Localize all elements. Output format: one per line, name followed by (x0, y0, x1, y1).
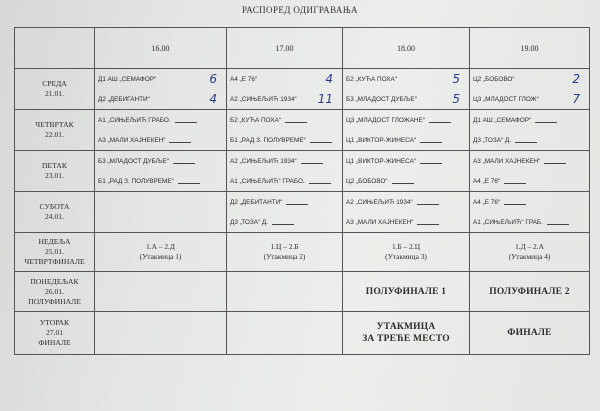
team-name: А4 „Е 76“ (473, 198, 500, 206)
score-blank-line (286, 197, 308, 205)
team-entry (346, 91, 466, 107)
third-place-cell (343, 312, 470, 355)
team-entry (346, 71, 466, 87)
team-entry (473, 112, 586, 128)
third-place-line: УТАКМИЦА (376, 322, 436, 332)
team-entry (346, 173, 466, 189)
day-name: НЕДЕЉА (38, 237, 71, 246)
team-name: А1 „СИЊЕЉИЋ“ ГРАБО. (230, 177, 305, 185)
team-name: Ц3 „МЛАДОСТ ГЛОЖ“ (473, 95, 539, 103)
score-blank-line (515, 135, 537, 143)
team-entry (473, 71, 586, 87)
team-name: Б2 „КУЋА ПОХА“ (230, 116, 281, 124)
team-name: А3 „МАЛИ ХАЈНЕКЕН“ (346, 218, 414, 226)
qf-label: (Утакмица 2) (263, 252, 306, 261)
team-entry (473, 153, 586, 169)
header-row (15, 28, 590, 69)
team-name: А3 „МАЛИ ХАЈНЕКЕН“ (473, 157, 541, 165)
team-name: Ц2 „БОБОВО“ (473, 75, 515, 83)
day-cell (15, 110, 95, 151)
score-blank-line (429, 115, 451, 123)
team-name: А4 „Е 76“ (473, 177, 500, 185)
match-cell (95, 69, 227, 110)
final-cell: ФИНАЛЕ (470, 312, 590, 355)
qf-pair: 1.Ц – 2.Б (270, 242, 299, 251)
team-name: Б3 „МЛАДОСТ ДУБЉЕ“ (346, 95, 417, 103)
day-date: 23.01. (45, 171, 64, 180)
team-entry (473, 132, 586, 148)
match-cell (227, 192, 343, 233)
match-cell (227, 151, 343, 192)
score-blank-line (504, 176, 526, 184)
team-entry (473, 214, 586, 230)
day-name: СРЕДА (42, 79, 67, 88)
day-name: ПЕТАК (42, 161, 67, 170)
match-cell (343, 110, 470, 151)
score-blank-line (420, 135, 442, 143)
handwritten-score: 5 (452, 92, 460, 106)
team-entry (230, 214, 339, 230)
team-name: Б2 „КУЋА ПОХА“ (346, 75, 397, 83)
team-name: А4 „Е 76“ (230, 75, 257, 83)
semifinal-1-cell: ПОЛУФИНАЛЕ 1 (343, 272, 470, 312)
empty-cell (95, 192, 227, 233)
team-name: Ц1 „ВИКТОР-ЖИНЕСА“ (346, 157, 416, 165)
handwritten-score: 4 (325, 72, 333, 86)
day-date: 25.01. (45, 247, 64, 256)
team-entry (346, 153, 466, 169)
score-blank-line (301, 156, 323, 164)
qf-pair: 1.Д – 2.А (515, 242, 544, 251)
score-blank-line (392, 176, 414, 184)
team-name: Б3 „МЛАДОСТ ДУБЉЕ“ (98, 157, 169, 165)
team-name: А2 „СИЊЕЉИЋ 1934“ (230, 95, 297, 103)
team-name: Д3 „ТОЗА“ Д. (230, 218, 269, 226)
day-cell (15, 69, 95, 110)
team-entry (230, 112, 339, 128)
handwritten-score: 6 (209, 72, 217, 86)
stage-name: ПОЛУФИНАЛЕ (28, 296, 81, 306)
team-entry (473, 91, 586, 107)
day-row (15, 192, 590, 233)
day-name: УТОРАК (39, 318, 70, 327)
day-cell (15, 312, 95, 355)
team-name: Д2 „ДЕБИГАНТИ“ (98, 95, 150, 103)
team-entry (473, 194, 586, 210)
match-cell (343, 151, 470, 192)
qf-label: (Утакмица 1) (139, 252, 182, 261)
team-name: А1 „СИЊЕЉИЋ“ ГРАБ. (473, 218, 543, 226)
day-date: 21.01. (45, 89, 64, 98)
time-header: 19.00 (470, 28, 590, 69)
team-entry (230, 194, 339, 210)
team-name: Д3 „ТОЗА“ Д. (473, 136, 512, 144)
day-row (15, 110, 590, 151)
stage-name: ЧЕТВРТФИНАЛЕ (24, 257, 85, 266)
match-cell (470, 151, 590, 192)
score-blank-line (504, 197, 526, 205)
match-cell (343, 192, 470, 233)
team-entry (346, 194, 466, 210)
semifinal-2-cell: ПОЛУФИНАЛЕ 2 (470, 272, 590, 312)
time-header: 17.00 (227, 28, 343, 69)
day-cell (15, 151, 95, 192)
team-entry (230, 91, 339, 107)
team-entry (98, 173, 223, 189)
score-blank-line (547, 217, 569, 225)
quarterfinal-cell (470, 233, 590, 272)
corner-cell (15, 28, 95, 69)
time-header: 18.00 (343, 28, 470, 69)
empty-cell (227, 312, 343, 355)
score-blank-line (420, 156, 442, 164)
team-name: Б1 „РАД З. ПОЛУВРЕМЕ“ (98, 177, 174, 185)
quarterfinal-cell (95, 233, 227, 272)
team-name: А2 „СИЊЕЉИЋ 1934“ (346, 198, 413, 206)
handwritten-score: 11 (317, 92, 333, 106)
score-blank-line (309, 176, 331, 184)
score-blank-line (272, 217, 294, 225)
team-name: Ц1 „ВИКТОР-ЖИНЕСА“ (346, 136, 416, 144)
score-blank-line (178, 176, 200, 184)
empty-cell (95, 312, 227, 355)
team-entry (98, 71, 223, 87)
match-cell (95, 151, 227, 192)
team-entry (473, 173, 586, 189)
match-cell (227, 110, 343, 151)
semifinal-row (15, 272, 590, 312)
empty-cell (95, 272, 227, 312)
day-date: 22.01. (45, 130, 64, 139)
stage-name: ФИНАЛЕ (38, 338, 71, 347)
quarterfinal-row (15, 233, 590, 272)
team-entry (230, 153, 339, 169)
day-cell (15, 192, 95, 233)
team-name: Б1 „РАД З. ПОЛУВРЕМЕ“ (230, 136, 306, 144)
team-entry (346, 112, 466, 128)
match-cell (470, 110, 590, 151)
third-place-line: ЗА ТРЕЋЕ МЕСТО (362, 334, 450, 344)
day-date: 26.01. (45, 286, 64, 296)
team-name: Д2 „ДЕБИТАНТИ“ (230, 198, 283, 206)
match-cell (227, 69, 343, 110)
day-row (15, 69, 590, 110)
team-entry (230, 71, 339, 87)
qf-label: (Утакмица 3) (385, 252, 427, 261)
team-entry (346, 132, 466, 148)
team-entry (230, 173, 339, 189)
team-name: А2 „СИЊЕЉИЋ 1934“ (230, 157, 297, 165)
handwritten-score: 5 (452, 72, 460, 86)
team-entry (230, 132, 339, 148)
team-name: А3 „МАЛИ ХАЈНЕКЕН“ (98, 136, 166, 144)
team-entry (98, 91, 223, 107)
day-name: СУБОТА (39, 202, 70, 211)
match-cell (470, 192, 590, 233)
day-row (15, 151, 590, 192)
match-cell (470, 69, 590, 110)
score-blank-line (169, 135, 191, 143)
team-name: Д1 АШ „СЕМАФОР“ (473, 116, 532, 124)
team-name: А1 „СИЊЕЉИЋ ГРАБО. (98, 116, 171, 124)
team-name: Д1 АШ „СЕМАФОР“ (98, 75, 157, 83)
match-cell (343, 69, 470, 110)
day-name: ЧЕТВРТАК (35, 120, 74, 129)
handwritten-score: 2 (572, 72, 580, 86)
team-entry (98, 132, 223, 148)
score-blank-line (417, 217, 439, 225)
schedule-table (14, 27, 590, 355)
score-blank-line (417, 197, 439, 205)
team-entry (346, 214, 466, 230)
team-entry (98, 112, 223, 128)
quarterfinal-cell (343, 233, 470, 272)
team-name: Ц3 „МЛАДОСТ ГЛОЖАНЕ“ (346, 116, 425, 124)
day-date: 24.01. (45, 212, 64, 221)
handwritten-score: 7 (572, 92, 580, 106)
time-header: 16.00 (95, 28, 227, 69)
score-blank-line (173, 156, 195, 164)
handwritten-score: 4 (209, 92, 217, 106)
quarterfinal-cell (227, 233, 343, 272)
document-title: РАСПОРЕД ОДИГРАВАЊА (242, 5, 358, 15)
score-blank-line (285, 115, 307, 123)
qf-label: (Утакмица 4) (508, 252, 551, 261)
empty-cell (227, 272, 343, 312)
day-name: ПОНЕДЕЉАК (30, 276, 79, 286)
day-date: 27.01 (45, 328, 64, 337)
score-blank-line (535, 115, 557, 123)
team-name: Ц2 „БОБОВО“ (346, 177, 388, 185)
score-blank-line (310, 135, 332, 143)
match-cell (95, 110, 227, 151)
qf-pair: 1.А – 2.Д (146, 242, 175, 251)
score-blank-line (175, 115, 197, 123)
score-blank-line (544, 156, 566, 164)
day-cell (15, 272, 95, 312)
final-row (15, 312, 590, 355)
day-cell (15, 233, 95, 272)
team-entry (98, 153, 223, 169)
qf-pair: 1.Б – 2.Ц (391, 242, 421, 251)
